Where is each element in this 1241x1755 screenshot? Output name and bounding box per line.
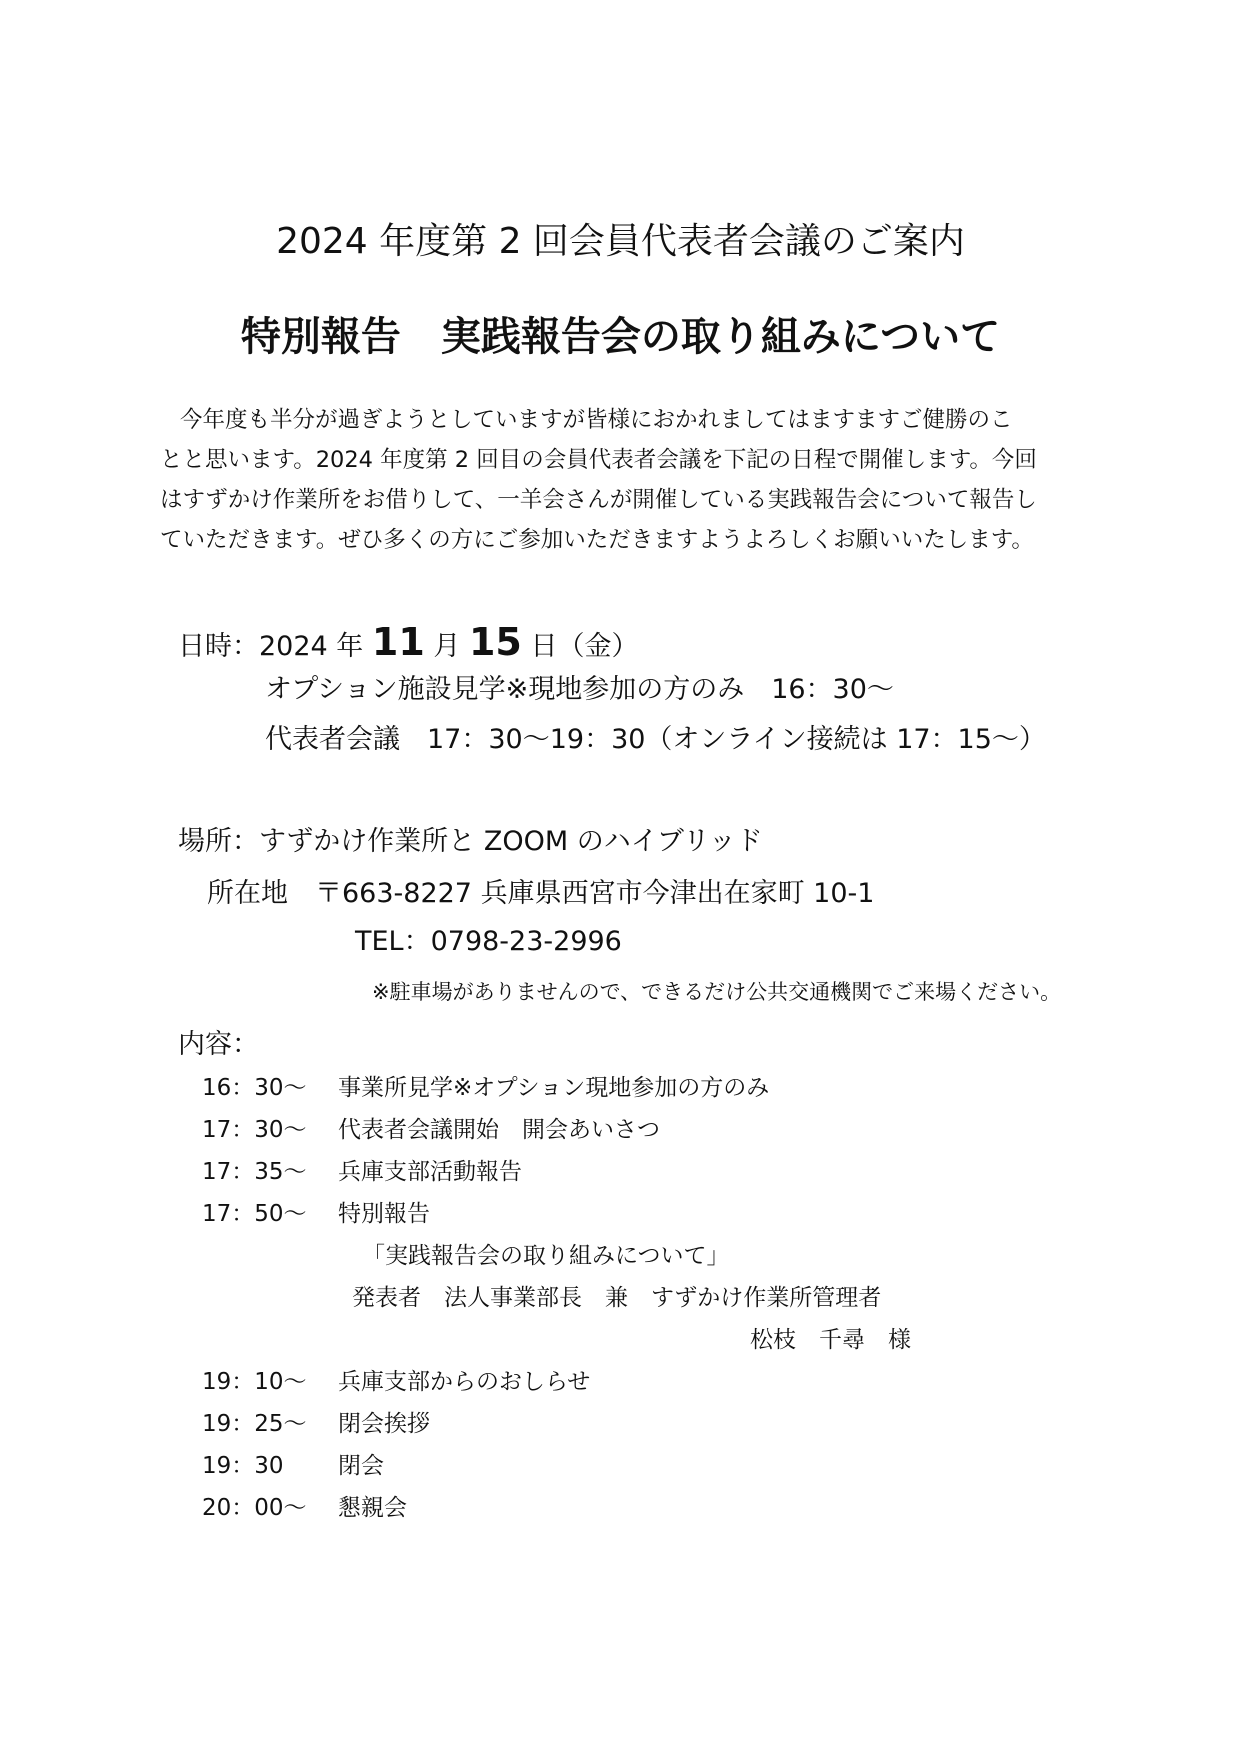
- program-time: 19：10～: [202, 1369, 307, 1395]
- datetime-label: 日時：: [178, 631, 259, 662]
- program-time: 17：30～: [202, 1117, 307, 1143]
- program-time: 17：35～: [202, 1159, 307, 1185]
- intro-paragraph: [160, 400, 1070, 560]
- datetime-month-unit: 月: [433, 631, 461, 662]
- intro-line: とと思います。2024 年度第 2 回目の会員代表者会議を下記の日程で開催します。今回: [160, 447, 1037, 473]
- program-time: 16：30～: [202, 1075, 307, 1101]
- program-desc: 懇親会: [338, 1495, 407, 1521]
- program-time: 17：50～: [202, 1201, 307, 1227]
- presenter-line: 発表者 法人事業部長 兼 すずかけ作業所管理者: [352, 1285, 882, 1311]
- document-title: 2024 年度第 2 回会員代表者会議のご案内: [276, 221, 965, 262]
- meeting-time-line: 代表者会議 17：30～19：30（オンライン接続は 17：15～）: [265, 724, 1046, 755]
- intro-line: 今年度も半分が過ぎようとしていますが皆様におかれましてはますますご健勝のこ: [180, 407, 1013, 433]
- datetime-day: 15: [468, 620, 522, 664]
- datetime-month: 11: [371, 620, 425, 664]
- option-tour-line: オプション施設見学※現地参加の方のみ 16：30～: [265, 674, 894, 705]
- program-desc: 兵庫支部活動報告: [338, 1159, 522, 1185]
- program-desc: 代表者会議開始 開会あいさつ: [338, 1117, 660, 1143]
- program-time: 19：25～: [202, 1411, 307, 1437]
- content-heading: 内容：: [178, 1029, 259, 1060]
- tel-line: TEL：0798-23-2996: [355, 926, 622, 957]
- intro-line: はすずかけ作業所をお借りして、一羊会さんが開催している実践報告会について報告し: [160, 487, 1037, 513]
- intro-line: ていただきます。ぜひ多くの方にご参加いただきますようよろしくお願いいたします。: [160, 527, 1034, 553]
- datetime-day-unit: 日（金）: [530, 631, 639, 662]
- place-line: 場所：すずかけ作業所と ZOOM のハイブリッド: [178, 826, 763, 857]
- program-time: 20：00～: [202, 1495, 307, 1521]
- program-desc: 特別報告: [338, 1201, 430, 1227]
- address-line: 所在地 〒663-8227 兵庫県西宮市今津出在家町 10-1: [207, 878, 875, 909]
- program-desc: 閉会挨拶: [338, 1411, 430, 1437]
- parking-note: ※駐車場がありませんので、できるだけ公共交通機関でご来場ください。: [372, 980, 1062, 1004]
- program-time: 19：30: [202, 1453, 284, 1479]
- program-desc: 閉会: [338, 1453, 384, 1479]
- document-subtitle: 特別報告 実践報告会の取り組みについて: [240, 314, 1001, 360]
- presenter-name: 松枝 千尋 様: [750, 1327, 911, 1353]
- special-report-title: 「実践報告会の取り組みについて」: [362, 1243, 730, 1269]
- program-desc: 事業所見学※オプション現地参加の方のみ: [338, 1075, 770, 1101]
- datetime-year: 2024 年: [259, 631, 364, 662]
- program-desc: 兵庫支部からのおしらせ: [338, 1369, 591, 1395]
- datetime-line: [178, 618, 638, 671]
